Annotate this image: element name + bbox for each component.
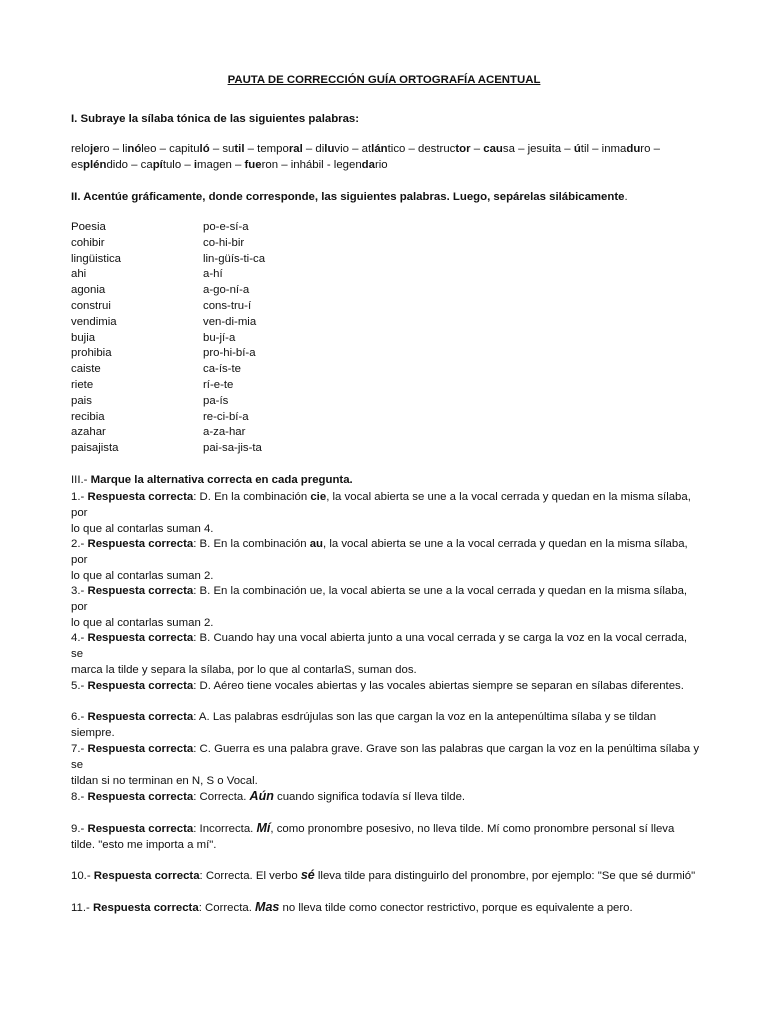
syllable-row xyxy=(71,315,403,331)
word-text: vio – at xyxy=(334,143,372,155)
stressed-syllable: i xyxy=(193,159,198,171)
answer-text: 7.- xyxy=(71,743,88,755)
syllables-cell: pa-ís xyxy=(203,394,229,407)
syllables-cell: a-go-ní-a xyxy=(203,284,250,297)
answer-text: : C. Guerra es una palabra grave. Grave son las palabras que cargan la voz en la penúltima sílaba y se xyxy=(71,743,700,771)
answer-line xyxy=(71,583,701,615)
answer-line xyxy=(71,788,701,805)
answer-item xyxy=(71,788,701,805)
section-1-line-2 xyxy=(71,157,701,173)
syllables-cell: cons-tru-í xyxy=(203,299,252,312)
answer-emphasis: sé xyxy=(300,868,315,882)
syllables-cell: re-ci-bí-a xyxy=(203,410,249,423)
answer-label: Respuesta correcta xyxy=(87,538,194,550)
answer-text: : Correcta. El verbo xyxy=(199,870,301,882)
word-text: relo xyxy=(71,143,90,155)
syllable-table xyxy=(71,220,403,457)
stressed-syllable: til xyxy=(234,143,245,155)
answer-item xyxy=(71,709,701,741)
answer-text: 9.- xyxy=(71,823,88,835)
stressed-syllable: ral xyxy=(288,143,303,155)
answer-item xyxy=(71,583,701,631)
answer-line xyxy=(71,837,701,853)
answer-line xyxy=(71,662,701,678)
word-text: – su xyxy=(209,143,235,155)
answer-text: tilde. "esto me importa a mí". xyxy=(71,839,217,851)
answer-text: 6.- xyxy=(71,711,88,723)
answer-label: Respuesta correcta xyxy=(87,823,194,835)
word-cell: pais xyxy=(71,394,92,407)
stressed-syllable: plén xyxy=(83,159,107,171)
answer-text: : B. En la combinación ue, la vocal abierta se une a la vocal cerrada y quedan en la misma sílaba, por xyxy=(71,585,688,613)
word-text: – di xyxy=(302,143,325,155)
word-cell: bujia xyxy=(71,331,96,344)
answer-line xyxy=(71,741,701,773)
answer-label: Respuesta correcta xyxy=(87,491,194,503)
answer-text: lo que al contarlas suman 2. xyxy=(71,617,214,629)
syllables-cell: a-hí xyxy=(203,268,223,281)
syllable-row xyxy=(71,331,403,347)
syllable-row xyxy=(71,252,403,268)
answer-label: Respuesta correcta xyxy=(87,743,194,755)
answer-text: , la vocal abierta se une a la vocal cerrada y quedan en la misma sílaba, por xyxy=(71,538,688,566)
syllable-row xyxy=(71,441,403,457)
stressed-syllable: ú xyxy=(573,143,581,155)
word-text: tulo – xyxy=(162,159,194,171)
syllables-cell: bu-jí-a xyxy=(203,331,236,344)
answer-text: 2.- xyxy=(71,538,88,550)
syllables-cell: lin-güís-ti-ca xyxy=(203,252,266,265)
word-text: es xyxy=(71,159,84,171)
answer-label: au xyxy=(309,538,323,550)
answer-text: no lleva tilde como conector restrictivo, porque es equivalente a pero. xyxy=(279,902,633,914)
answer-label: Respuesta correcta xyxy=(87,585,194,597)
syllable-row xyxy=(71,378,403,394)
answer-text: 11.- xyxy=(71,902,93,914)
answer-text: 4.- xyxy=(71,632,88,644)
answer-text: : D. Aéreo tiene vocales abiertas y las vocales abiertas siempre se separan en sílabas diferentes. xyxy=(193,680,684,692)
word-text: – xyxy=(470,143,484,155)
answer-item xyxy=(71,678,701,694)
stressed-syllable: lán xyxy=(371,143,388,155)
answer-label: Respuesta correcta xyxy=(87,791,194,803)
stressed-syllable: i xyxy=(548,143,552,155)
answer-label: Respuesta correcta xyxy=(92,902,199,914)
syllables-cell: ven-di-mia xyxy=(203,315,257,328)
answer-line xyxy=(71,820,701,837)
syllable-row xyxy=(71,299,403,315)
answer-emphasis: Mí xyxy=(256,821,271,835)
word-text: til – inma xyxy=(580,143,627,155)
answer-text: 3.- xyxy=(71,585,88,597)
word-cell: cohibir xyxy=(71,236,105,249)
answer-text: marca la tilde y separa la sílaba, por lo que al contarlaS, suman dos. xyxy=(71,664,417,676)
stressed-syllable: da xyxy=(361,159,375,171)
section-2-heading-period: . xyxy=(624,191,628,203)
word-cell: paisajista xyxy=(71,442,119,455)
word-text: ro – xyxy=(640,143,660,155)
syllable-row xyxy=(71,283,403,299)
syllable-row xyxy=(71,220,403,236)
section-3-heading-text: Marque la alternativa correcta en cada pregunta. xyxy=(90,474,353,486)
syllables-cell: pai-sa-jis-ta xyxy=(203,442,262,455)
section-3-prefix: III.- xyxy=(71,474,91,486)
syllable-row xyxy=(71,410,403,426)
answer-line xyxy=(71,773,701,789)
section-2-heading-text: II. Acentúe gráficamente, donde corresponde, las siguientes palabras. Luego, sepárelas silábicamente xyxy=(71,191,625,203)
word-text: ta – xyxy=(551,143,574,155)
answer-label: Respuesta correcta xyxy=(87,680,194,692)
answer-label: cie xyxy=(310,491,327,503)
section-1-line-1 xyxy=(71,141,701,157)
answer-text: , como pronombre posesivo, no lleva tilde. Mí como pronombre personal sí lleva xyxy=(270,823,675,835)
answer-text: : Correcta. xyxy=(193,791,250,803)
word-cell: lingüistica xyxy=(71,252,122,265)
answer-line xyxy=(71,536,701,568)
word-cell: caiste xyxy=(71,363,101,376)
stressed-syllable: nó xyxy=(127,143,142,155)
word-cell: Poesia xyxy=(71,221,106,233)
answer-text: 10.- xyxy=(71,870,94,882)
answer-line xyxy=(71,630,701,662)
answer-text: : Incorrecta. xyxy=(193,823,257,835)
word-text: rio xyxy=(374,159,388,171)
section-3-heading xyxy=(71,472,701,488)
word-text: magen – xyxy=(197,159,245,171)
syllable-row xyxy=(71,267,403,283)
answer-item xyxy=(71,536,701,584)
syllable-row xyxy=(71,362,403,378)
answer-text: lo que al contarlas suman 2. xyxy=(71,570,214,582)
syllables-cell: ca-ís-te xyxy=(203,363,241,376)
answer-item xyxy=(71,630,701,678)
answer-text: , la vocal abierta se une a la vocal cerrada y quedan en la misma sílaba, por xyxy=(71,491,691,519)
stressed-syllable: lu xyxy=(324,143,335,155)
syllables-cell: a-za-har xyxy=(203,426,246,439)
answer-text: : D. En la combinación xyxy=(193,491,311,503)
answer-item xyxy=(71,867,701,884)
answer-text: lo que al contarlas suman 4. xyxy=(71,523,214,535)
answer-text: 1.- xyxy=(71,491,88,503)
syllable-row xyxy=(71,346,403,362)
word-text: tico – destruc xyxy=(387,143,456,155)
word-cell: riete xyxy=(71,378,94,391)
stressed-syllable: du xyxy=(626,143,641,155)
word-cell: agonia xyxy=(71,284,106,297)
answer-item xyxy=(71,899,701,916)
word-text: – tempo xyxy=(244,143,289,155)
syllable-row xyxy=(71,236,403,252)
word-cell: azahar xyxy=(71,426,106,439)
word-text: dido – ca xyxy=(106,159,153,171)
section-2-heading xyxy=(71,189,701,205)
stressed-syllable: ló xyxy=(199,143,210,155)
word-cell: vendimia xyxy=(71,315,117,328)
stressed-syllable: tor xyxy=(455,143,471,155)
section-1-words xyxy=(71,141,701,173)
stressed-syllable: je xyxy=(90,143,100,155)
answer-line xyxy=(71,867,701,884)
stressed-syllable: cau xyxy=(483,143,503,155)
answer-line xyxy=(71,521,701,537)
answer-label: Respuesta correcta xyxy=(87,632,194,644)
answer-text: lleva tilde para distinguirlo del pronombre, por ejemplo: "Se que sé durmió" xyxy=(314,870,696,882)
answer-label: Respuesta correcta xyxy=(87,711,194,723)
answer-line xyxy=(71,899,701,916)
syllables-cell: pro-hi-bí-a xyxy=(203,347,256,360)
word-text: leo – capitu xyxy=(141,143,200,155)
syllables-cell: co-hi-bir xyxy=(203,236,245,249)
stressed-syllable: pí xyxy=(152,159,163,171)
answer-emphasis: Mas xyxy=(255,900,280,914)
answer-text: : B. En la combinación xyxy=(193,538,310,550)
answer-line xyxy=(71,615,701,631)
answer-item xyxy=(71,820,701,853)
answer-text: cuando significa todavía sí lleva tilde. xyxy=(273,791,466,803)
answer-text: 5.- xyxy=(71,680,88,692)
syllable-row xyxy=(71,425,403,441)
answer-text: : B. Cuando hay una vocal abierta junto a una vocal cerrada y se carga la voz en la vocal cerrada, se xyxy=(71,632,688,660)
word-text: sa – jesu xyxy=(502,143,549,155)
stressed-syllable: fue xyxy=(244,159,262,171)
section-1-heading: I. Subraye la sílaba tónica de las siguientes palabras: xyxy=(71,113,360,125)
syllables-cell: rí-e-te xyxy=(203,378,234,391)
answer-line xyxy=(71,489,701,521)
word-cell: ahi xyxy=(71,268,87,281)
word-cell: prohibia xyxy=(71,347,112,360)
answer-line xyxy=(71,678,701,694)
document-title: PAUTA DE CORRECCIÓN GUÍA ORTOGRAFÍA ACENTUAL xyxy=(227,74,541,86)
word-cell: recibia xyxy=(71,410,105,423)
answer-item xyxy=(71,489,701,537)
word-text: ro – li xyxy=(99,143,128,155)
syllable-row xyxy=(71,394,403,410)
answer-text: tildan si no terminan en N, S o Vocal. xyxy=(71,775,258,787)
syllables-cell: po-e-sí-a xyxy=(203,221,249,233)
answer-line xyxy=(71,709,701,741)
answer-text: : Correcta. xyxy=(198,902,256,914)
answer-text: : A. Las palabras esdrújulas son las que cargan la voz en la antepenúltima sílaba y se tildan siempre. xyxy=(71,711,657,739)
word-cell: construi xyxy=(71,299,111,312)
answer-emphasis: Aún xyxy=(249,789,274,803)
answer-label: Respuesta correcta xyxy=(93,870,200,882)
answer-text: 8.- xyxy=(71,791,88,803)
answer-item xyxy=(71,741,701,789)
answer-line xyxy=(71,568,701,584)
word-text: ron – inhábil - legen xyxy=(261,159,362,171)
